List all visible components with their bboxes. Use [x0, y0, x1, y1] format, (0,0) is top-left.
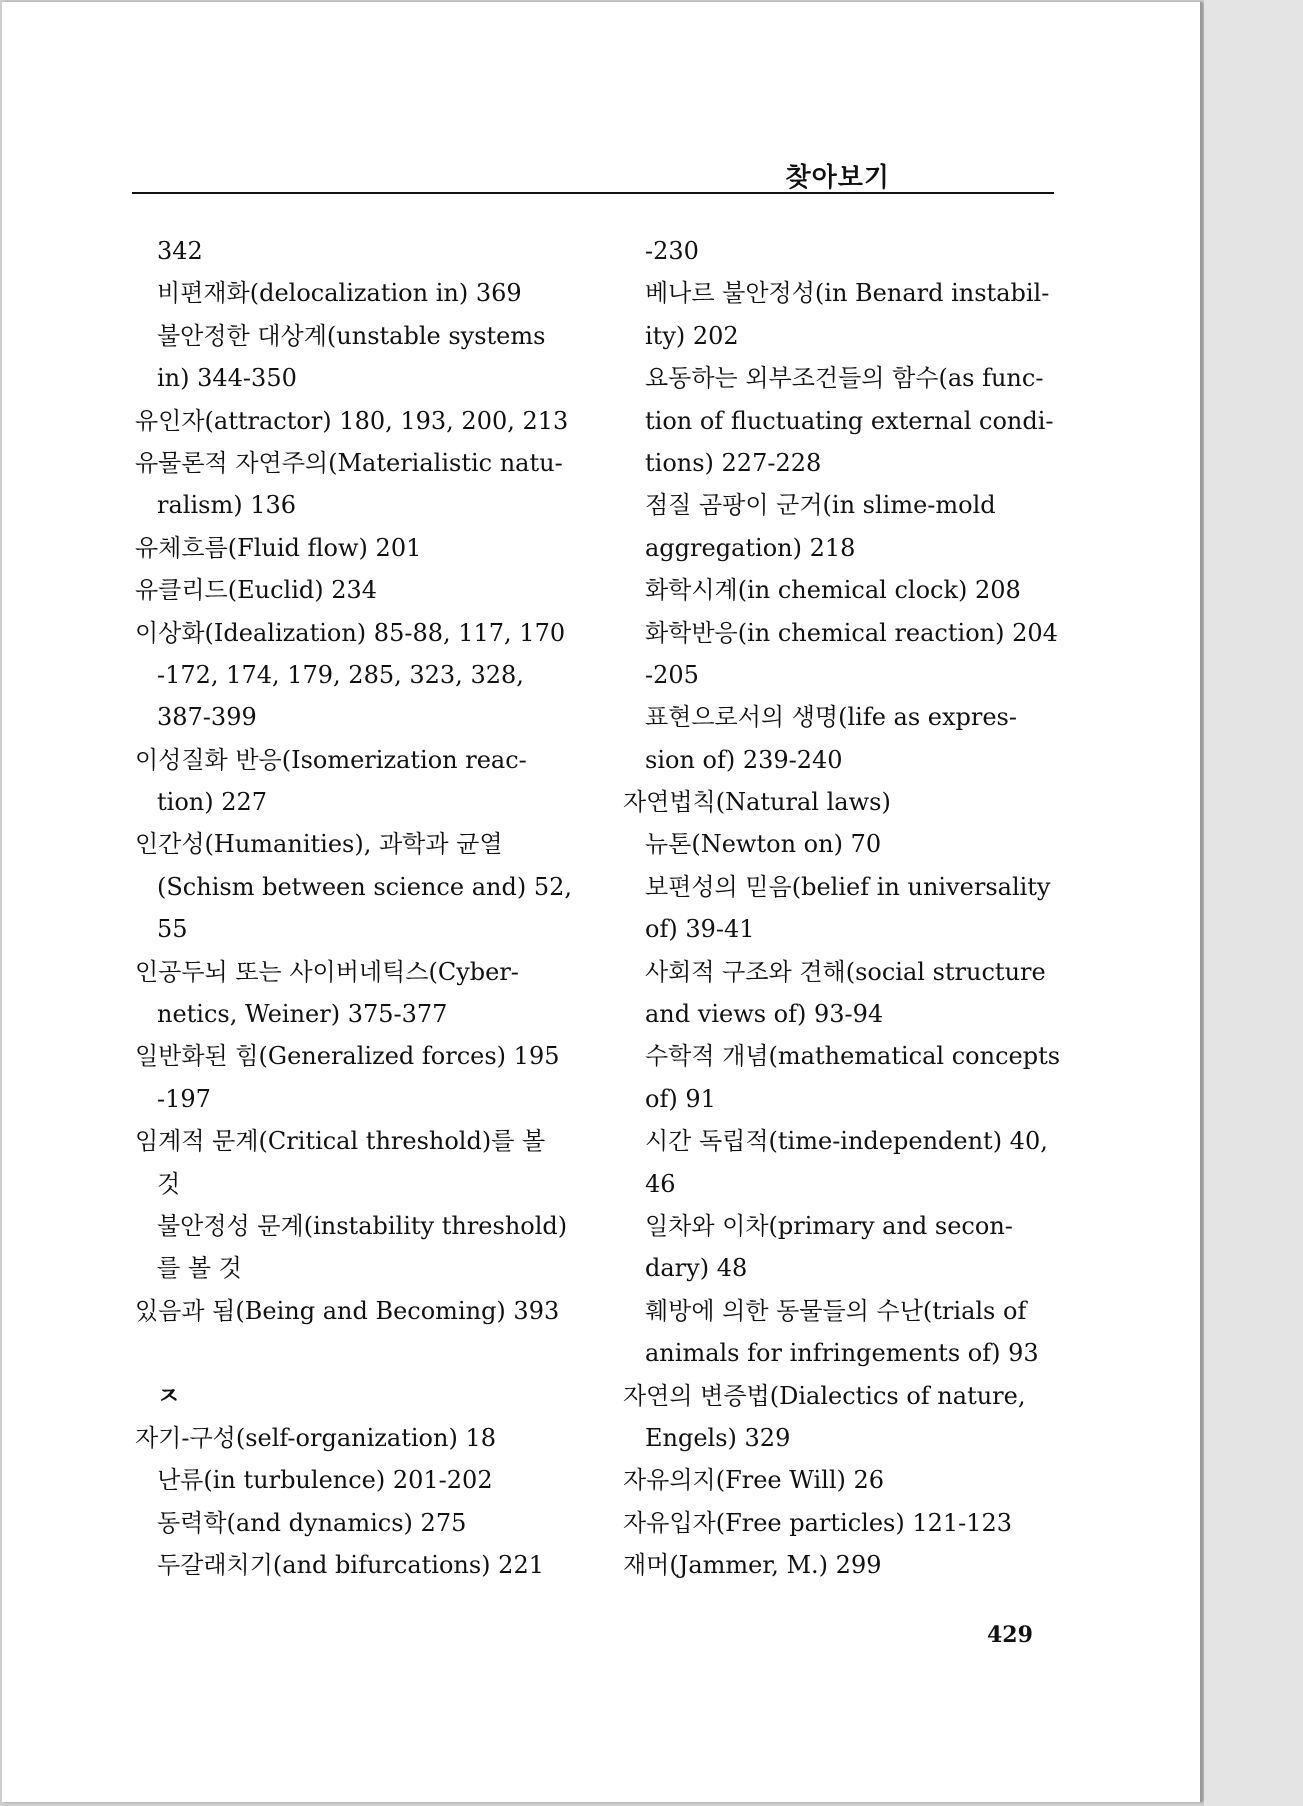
book-page: [2, 2, 1202, 1802]
index-subentry-line: of) 39-41: [645, 915, 755, 944]
index-entry-line: 임계적 문계(Critical threshold)를 볼: [135, 1127, 546, 1156]
index-subentry-line: 불안정한 대상계(unstable systems: [157, 321, 546, 350]
index-column-right: [623, 230, 1063, 1587]
index-subentry-line: 시간 독립적(time-independent) 40,: [645, 1127, 1048, 1156]
index-subentry-line: 훼방에 의한 동물들의 수난(trials of: [645, 1296, 1027, 1325]
index-subentry-line: -197: [157, 1084, 211, 1113]
index-subentry-line: of) 91: [645, 1084, 716, 1113]
index-subentry-line: 베나르 불안정성(in Benard instabil-: [645, 279, 1050, 308]
index-subentry-line: -230: [645, 237, 699, 265]
index-subentry-line: 난류(in turbulence) 201-202: [157, 1466, 493, 1495]
index-subentry-line: 요동하는 외부조건들의 함수(as func-: [645, 364, 1044, 393]
index-entry-line: 일반화된 힘(Generalized forces) 195: [135, 1042, 560, 1071]
index-subentry-line: tion of fluctuating external condi-: [645, 406, 1054, 435]
index-subentry-line: 비편재화(delocalization in) 369: [157, 279, 522, 308]
index-entry-line: 인간성(Humanities), 과학과 균열: [135, 830, 503, 859]
index-entry-line: 재머(Jammer, M.) 299: [623, 1551, 882, 1580]
index-subentry-line: Engels) 329: [645, 1423, 791, 1452]
index-subentry-line: 387-399: [157, 703, 257, 732]
index-subentry-line: (Schism between science and) 52,: [157, 872, 572, 901]
index-subentry-line: 화학시계(in chemical clock) 208: [645, 576, 1021, 605]
page-number: 429: [987, 1622, 1033, 1648]
index-subentry-line: 보편성의 믿음(belief in universality: [645, 872, 1051, 901]
header-rule: [132, 192, 1054, 194]
index-subentry-line: 수학적 개념(mathematical concepts: [645, 1042, 1061, 1071]
index-subentry-line: 표현으로서의 생명(life as expres-: [645, 703, 1017, 732]
index-subentry-line: 화학반응(in chemical reaction) 204: [645, 618, 1058, 647]
index-subentry-line: 55: [157, 915, 188, 944]
index-subentry-line: 뉴톤(Newton on) 70: [645, 830, 882, 859]
index-subentry-line: sion of) 239-240: [645, 745, 843, 774]
index-entry-line: 자기-구성(self-organization) 18: [135, 1423, 496, 1452]
index-subentry-line: 를 볼 것: [157, 1254, 242, 1283]
index-entry-line: [135, 1332, 575, 1374]
index-subentry-line: and views of) 93-94: [645, 1000, 884, 1029]
index-subentry-line: in) 344-350: [157, 364, 297, 393]
index-subentry-line: 46: [645, 1169, 676, 1198]
index-subentry-line: 것: [157, 1169, 181, 1198]
index-subentry-line: tion) 227: [157, 788, 268, 817]
running-head: 찾아보기: [785, 163, 890, 193]
index-subentry-line: 342: [157, 237, 203, 265]
index-subentry-line: 점질 곰팡이 군거(in slime-mold: [645, 491, 996, 520]
index-entry-line: 자연의 변증법(Dialectics of nature,: [623, 1381, 1026, 1410]
index-entry-line: 이성질화 반응(Isomerization reac-: [135, 745, 527, 774]
index-entry-line: 자유입자(Free particles) 121-123: [623, 1508, 1013, 1537]
index-subentry-line: 일차와 이차(primary and secon-: [645, 1211, 1013, 1240]
index-subentry-line: ity) 202: [645, 321, 739, 350]
index-entry-line: 이상화(Idealization) 85-88, 117, 170: [135, 618, 566, 647]
index-entry-line: 유클리드(Euclid) 234: [135, 576, 378, 605]
index-entry-line: 인공두뇌 또는 사이버네틱스(Cyber-: [135, 957, 519, 986]
index-subentry-line: dary) 48: [645, 1254, 748, 1283]
viewer-background: [1204, 0, 1303, 1806]
index-subentry-line: 동력학(and dynamics) 275: [157, 1508, 467, 1537]
index-section-letter: ㅈ: [157, 1381, 181, 1410]
index-entry-line: 유인자(attractor) 180, 193, 200, 213: [135, 406, 569, 435]
index-subentry-line: 불안정성 문계(instability threshold): [157, 1211, 568, 1240]
index-subentry-line: animals for infringements of) 93: [645, 1339, 1039, 1368]
index-entry-line: 자연법칙(Natural laws): [623, 788, 891, 817]
index-subentry-line: ralism) 136: [157, 491, 297, 520]
index-subentry-line: netics, Weiner) 375-377: [157, 1000, 448, 1029]
index-entry-line: 유물론적 자연주의(Materialistic natu-: [135, 448, 563, 477]
index-subentry-line: 두갈래치기(and bifurcations) 221: [157, 1551, 544, 1580]
index-entry-line: 자유의지(Free Will) 26: [623, 1466, 885, 1495]
index-subentry-line: aggregation) 218: [645, 533, 856, 562]
index-subentry-line: -205: [645, 660, 699, 689]
index-subentry-line: 사회적 구조와 견해(social structure: [645, 957, 1046, 986]
index-column-left: [135, 230, 575, 1587]
index-entry-line: 유체흐름(Fluid flow) 201: [135, 533, 422, 562]
index-subentry-line: -172, 174, 179, 285, 323, 328,: [157, 660, 524, 689]
index-entry-line: 있음과 됨(Being and Becoming) 393: [135, 1296, 560, 1325]
index-subentry-line: tions) 227-228: [645, 448, 822, 477]
